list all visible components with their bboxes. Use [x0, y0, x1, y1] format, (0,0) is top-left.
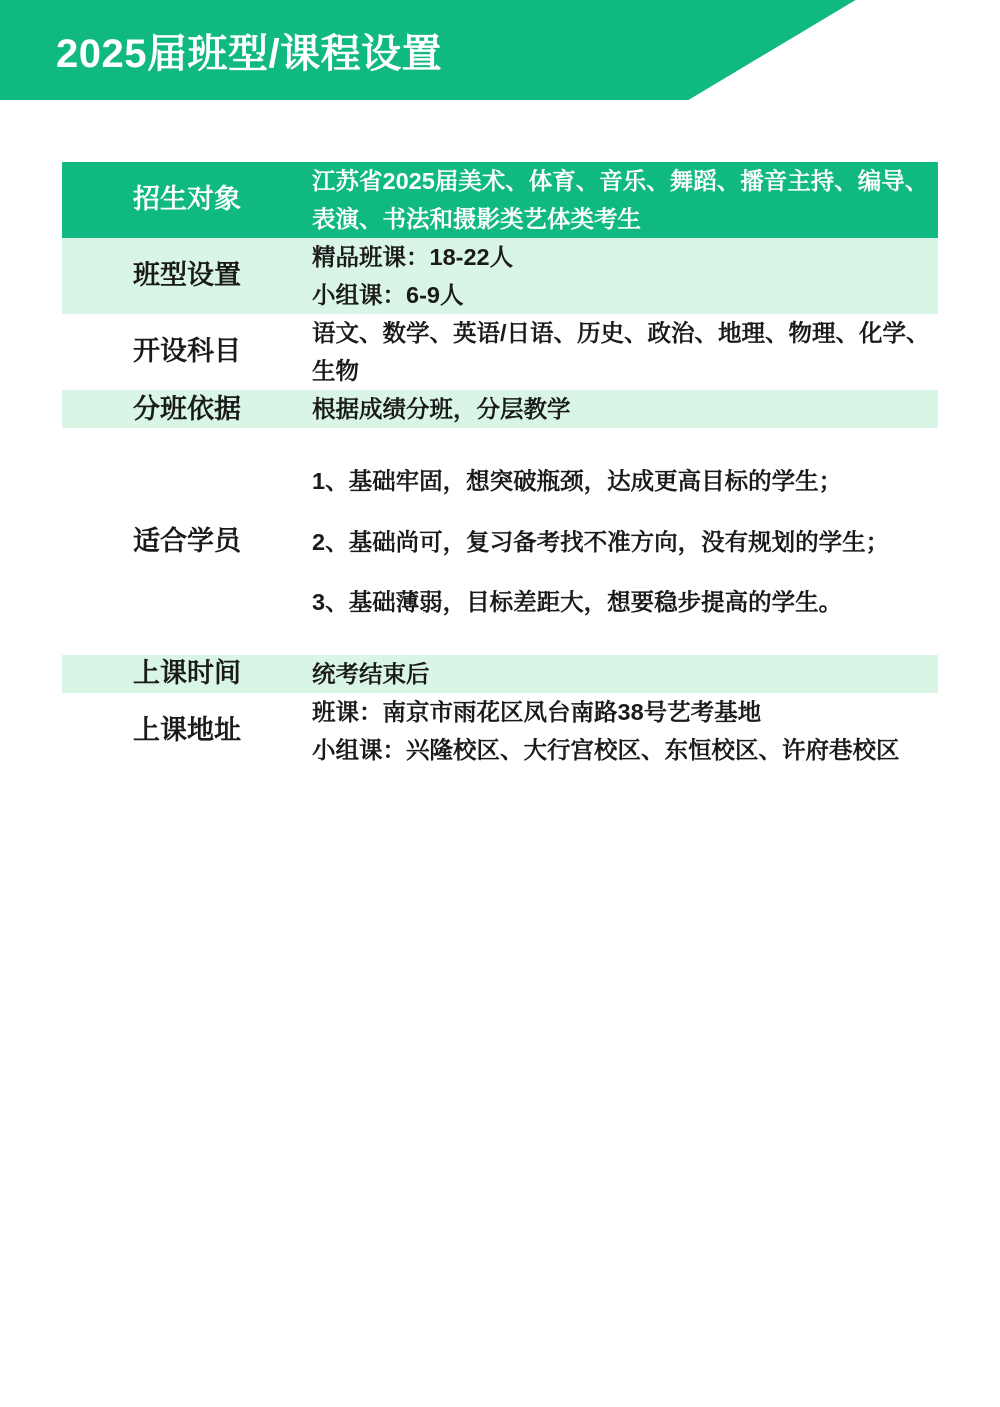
table-row — [62, 390, 938, 428]
row-value — [312, 314, 938, 390]
row-value-line: 班课：南京市雨花区凤台南路38号艺考基地 — [312, 698, 762, 725]
table-row — [62, 238, 938, 314]
row-value-line: 语文、数学、英语/日语、历史、政治、地理、物理、化学、生物 — [312, 320, 930, 385]
table-row — [62, 693, 938, 769]
row-value-line: 小组课：6-9人 — [312, 282, 464, 309]
row-label: 上课时间 — [62, 655, 312, 693]
table-body — [62, 162, 938, 769]
row-label: 上课地址 — [62, 693, 312, 769]
row-value-paragraph: 2、基础尚可，复习备考找不准方向，没有规划的学生； — [312, 528, 890, 555]
table-row — [62, 314, 938, 390]
row-label: 开设科目 — [62, 314, 312, 390]
header-banner — [0, 0, 1000, 100]
row-value — [312, 693, 938, 769]
course-info-table — [62, 162, 938, 769]
row-value — [312, 162, 938, 238]
row-value — [312, 238, 938, 314]
row-value-line: 统考结束后 — [312, 660, 430, 687]
table-row — [62, 428, 938, 654]
row-value — [312, 390, 938, 428]
row-value-line: 精品班课：18-22人 — [312, 244, 514, 271]
row-label: 班型设置 — [62, 238, 312, 314]
row-value-paragraph: 3、基础薄弱，目标差距大，想要稳步提高的学生。 — [312, 588, 843, 615]
row-value — [312, 428, 938, 654]
row-value — [312, 655, 938, 693]
row-label: 适合学员 — [62, 428, 312, 654]
row-value-line: 小组课：兴隆校区、大行宫校区、东恒校区、许府巷校区 — [312, 736, 900, 763]
row-value-paragraph: 1、基础牢固，想突破瓶颈，达成更高目标的学生； — [312, 468, 843, 495]
row-label: 招生对象 — [62, 162, 312, 238]
page-title: 2025届班型/课程设置 — [56, 31, 443, 76]
row-value-line: 江苏省2025届美术、体育、音乐、舞蹈、播音主持、编导、表演、书法和摄影类艺体类考生 — [312, 168, 929, 233]
table-row — [62, 655, 938, 693]
table-row — [62, 162, 938, 238]
row-label: 分班依据 — [62, 390, 312, 428]
row-value-line: 根据成绩分班，分层教学 — [312, 396, 571, 423]
